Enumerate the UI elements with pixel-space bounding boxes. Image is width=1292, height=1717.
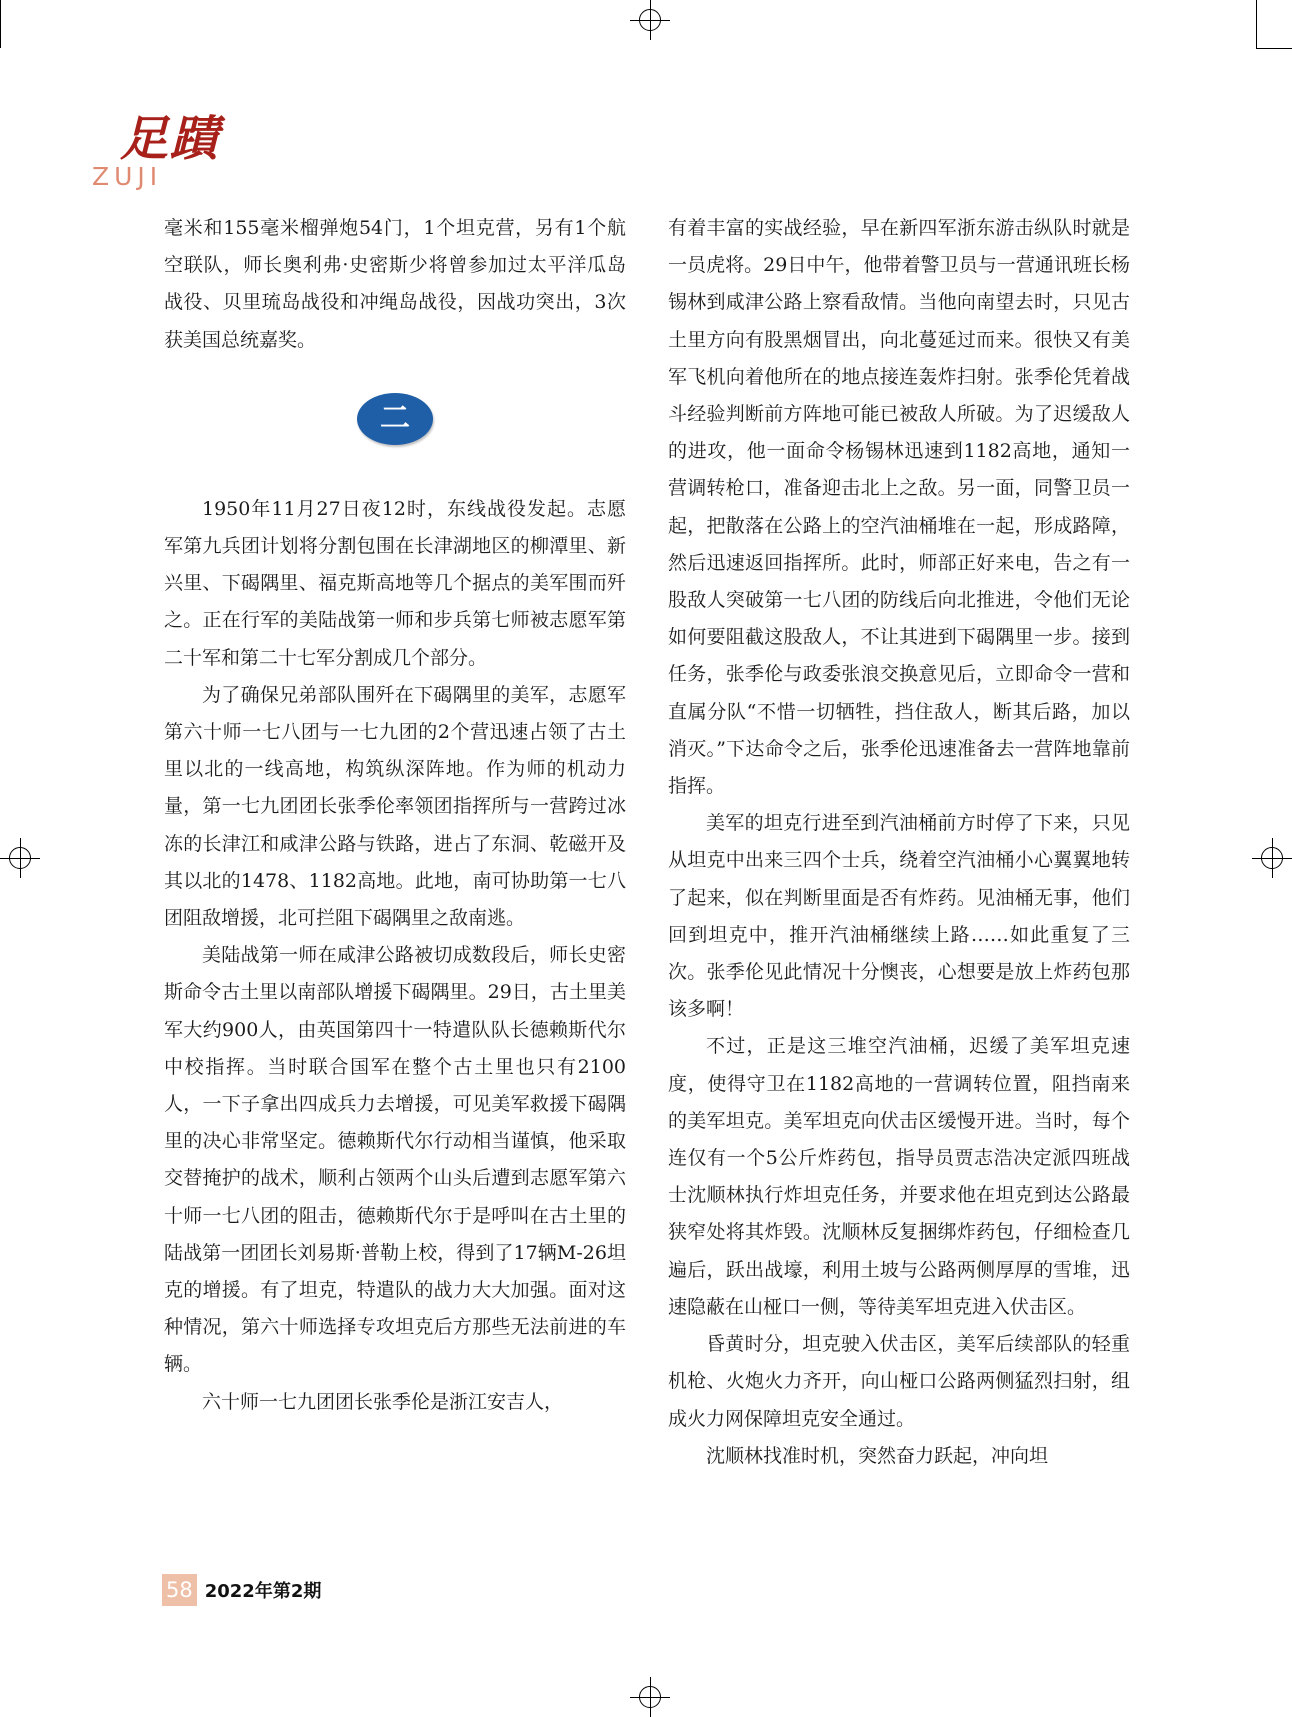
right-text-column — [668, 210, 1130, 1475]
paragraph: 昏黄时分，坦克驶入伏击区，美军后续部队的轻重机枪、火炮火力齐开，向山桠口公路两侧猛烈扫射，组成火力网保障坦克安全通过。 — [668, 1333, 1130, 1430]
crop-mark — [1256, 48, 1292, 49]
paragraph: 不过，正是这三堆空汽油桶，迟缓了美军坦克速度，使得守卫在1182高地的一营调转位置，阻挡南来的美军坦克。美军坦克向伏击区缓慢开进。当时，每个连仅有一个5公斤炸药包，指导员贾志浩决定派四班战士沈顺林执行炸坦克任务，并要求他在坦克到达公路最狭窄处将其炸毁。沈顺林反复捆绑炸药包，仔细检查几遍后，跃出战壕，利用土坡与公路两侧厚厚的雪堆，迅速隐蔽在山桠口一侧，等待美军坦克进入伏击区。 — [668, 1035, 1130, 1318]
registration-mark-bottom — [630, 1677, 670, 1717]
logo-latin: ZUJI — [92, 162, 163, 191]
section-numeral: 二 — [380, 400, 410, 436]
crop-mark — [0, 0, 1, 48]
page-footer — [162, 1574, 321, 1606]
left-text-column — [164, 210, 626, 1421]
paragraph: 有着丰富的实战经验，早在新四军浙东游击纵队时就是一员虎将。29日中午，他带着警卫员与一营通讯班长杨锡林到咸津公路上察看敌情。当他向南望去时，只见古土里方向有股黑烟冒出，向北蔓延过而来。很快又有美军飞机向着他所在的地点接连轰炸扫射。张季伦凭着战斗经验判断前方阵地可能已被敌人所破。为了迟缓敌人的进攻，他一面命令杨锡林迅速到1182高地，通知一营调转枪口，准备迎击北上之敌。另一面，同警卫员一起，把散落在公路上的空汽油桶堆在一起，形成路障，然后迅速返回指挥所。此时，师部正好来电，告之有一股敌人突破第一七八团的防线后向北推进，令他们无论如何要阻截这股敌人，不让其进到下碣隅里一步。接到任务，张季伦与政委张浪交换意见后，立即命令一营和直属分队“不惜一切牺牲，挡住敌人，断其后路，加以消灭。”下达命令之后，张季伦迅速准备去一营阵地靠前指挥。 — [668, 217, 1130, 798]
registration-mark-right — [1252, 838, 1292, 878]
registration-mark-top — [630, 0, 670, 40]
paragraph: 1950年11月27日夜12时，东线战役发起。志愿军第九兵团计划将分割包围在长津湖地区的柳潭里、新兴里、下碣隅里、福克斯高地等几个据点的美军围而歼之。正在行军的美陆战第一师和步兵第七师被志愿军第二十军和第二十七军分割成几个部分。 — [164, 497, 626, 669]
paragraph: 毫米和155毫米榴弹炮54门，1个坦克营，另有1个航空联队，师长奥利弗·史密斯少将曾参加过太平洋瓜岛战役、贝里琉岛战役和冲绳岛战役，因战功突出，3次获美国总统嘉奖。 — [164, 217, 626, 351]
section-number-badge — [357, 393, 433, 445]
paragraph: 沈顺林找准时机，突然奋力跃起，冲向坦 — [706, 1444, 1049, 1467]
paragraph: 美军的坦克行进至到汽油桶前方时停了下来，只见从坦克中出来三四个士兵，绕着空汽油桶小心翼翼地转了起来，似在判断里面是否有炸药。见油桶无事，他们回到坦克中，推开汽油桶继续上路……如此重复了三次。张季伦见此情况十分懊丧，心想要是放上炸药包那该多啊！ — [668, 812, 1130, 1021]
issue-label: 2022年第2期 — [204, 1581, 322, 1602]
column-logo — [86, 100, 226, 200]
logo-chinese: 足蹟 — [120, 111, 221, 167]
paragraph: 为了确保兄弟部队围歼在下碣隅里的美军，志愿军第六十师一七八团与一七九团的2个营迅速占领了古土里以北的一线高地，构筑纵深阵地。作为师的机动力量，第一七九团团长张季伦率领团指挥所与一营跨过冰冻的长津江和咸津公路与铁路，进占了东洞、乾磁开及其以北的1478、1182高地。此地，南可协助第一七八团阻敌增援，北可拦阻下碣隅里之敌南逃。 — [164, 683, 626, 930]
crop-mark — [1256, 0, 1257, 48]
page-number: 58 — [162, 1574, 197, 1606]
paragraph: 六十师一七九团团长张季伦是浙江安吉人， — [202, 1390, 564, 1413]
paragraph: 美陆战第一师在咸津公路被切成数段后，师长史密斯命令古土里以南部队增援下碣隅里。29日，古土里美军大约900人，由英国第四十一特遣队队长德赖斯代尔中校指挥。当时联合国军在整个古土里也只有2100人，一下子拿出四成兵力去增援，可见美军救援下碣隅里的决心非常坚定。德赖斯代尔行动相当谨慎，他采取交替掩护的战术，顺利占领两个山头后遭到志愿军第六十师一七八团的阻击，德赖斯代尔于是呼叫在古土里的陆战第一团团长刘易斯·普勒上校，得到了17辆M-26坦克的增援。有了坦克，特遣队的战力大大加强。面对这种情况，第六十师选择专攻坦克后方那些无法前进的车辆。 — [164, 944, 626, 1376]
registration-mark-left — [0, 838, 40, 878]
